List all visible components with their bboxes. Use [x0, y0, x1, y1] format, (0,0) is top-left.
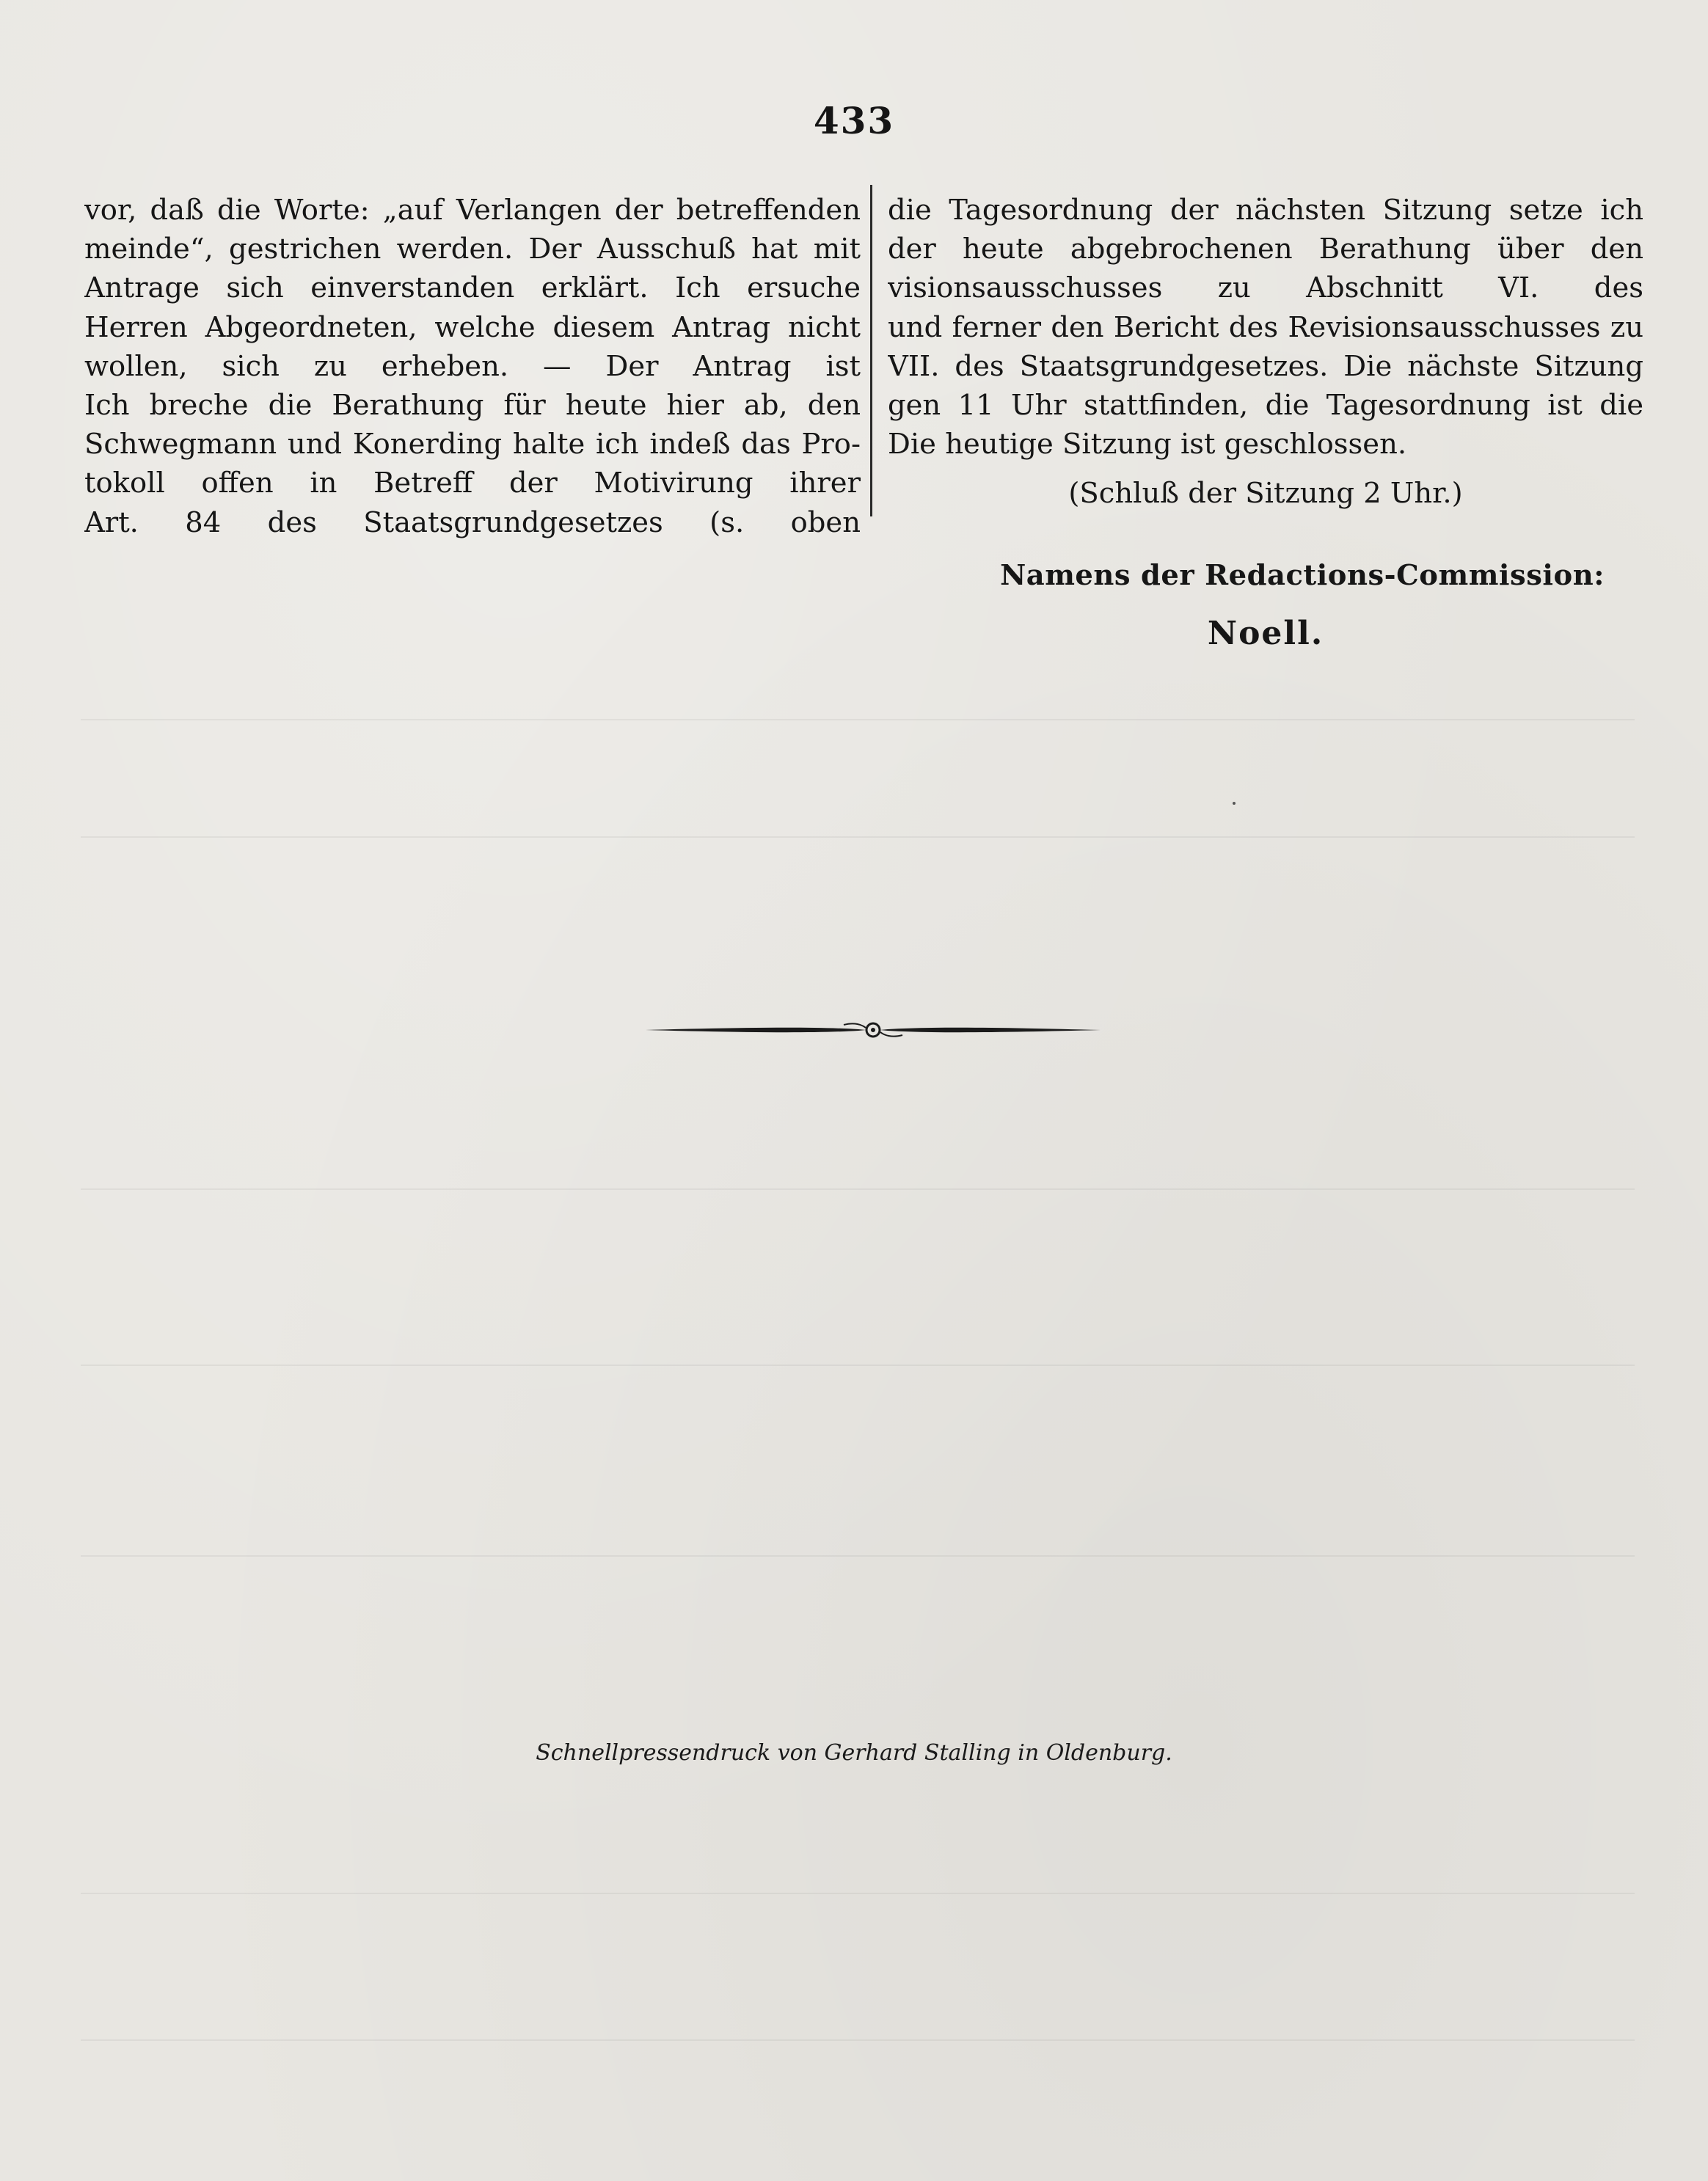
session-close-note: (Schluß der Sitzung 2 Uhr.): [1068, 477, 1463, 510]
text-line: Antrage sich einverstanden erklärt. Ich ersuche: [84, 271, 861, 305]
text-line: visionsausschusses zu Abschnitt VI. des: [888, 271, 1643, 305]
text-line: der heute abgebrochenen Berathung über den: [888, 233, 1643, 266]
bleed-through-texture: [81, 1365, 1635, 1366]
ornamental-divider-icon: [646, 1018, 1101, 1042]
text-line: Art. 84 des Staatsgrundgesetzes (s. oben: [84, 505, 861, 539]
bleed-through-texture: [81, 719, 1635, 720]
column-divider: [870, 185, 872, 516]
print-speck: [1233, 802, 1236, 805]
left-text-column: [84, 191, 861, 542]
text-line: wollen, sich zu erheben. — Der Antrag ist: [84, 349, 861, 383]
text-line: die Tagesordnung der nächsten Sitzung setze ich: [888, 194, 1643, 227]
bleed-through-texture: [81, 2039, 1635, 2041]
text-line: Ich breche die Berathung für heute hier ab, den: [84, 388, 861, 422]
signature: Noell.: [1207, 615, 1324, 652]
right-text-column: [888, 191, 1643, 464]
text-line: tokoll offen in Betreff der Motivirung ihrer: [84, 467, 861, 500]
page-number: 433: [813, 99, 895, 142]
bleed-through-texture: [81, 1893, 1635, 1894]
bleed-through-texture: [81, 836, 1635, 838]
text-line: VII. des Staatsgrundgesetzes. Die nächste Sitzung: [888, 349, 1643, 383]
bleed-through-texture: [81, 1555, 1635, 1557]
bleed-through-texture: [81, 1188, 1635, 1190]
printer-imprint: Schnellpressendruck von Gerhard Stalling in Oldenburg.: [536, 1740, 1172, 1766]
text-line: gen 11 Uhr stattfinden, die Tagesordnung ist die: [888, 388, 1643, 422]
text-line: Herren Abgeordneten, welche diesem Antrag nicht: [84, 310, 861, 344]
text-line: Schwegmann und Konerding halte ich indeß das Pro-: [84, 428, 861, 461]
text-line: Die heutige Sitzung ist geschlossen.: [888, 428, 1407, 461]
text-line: vor, daß die Worte: „auf Verlangen der betreffenden: [84, 194, 861, 227]
text-line: und ferner den Bericht des Revisionsausschusses zu: [888, 310, 1643, 344]
text-line: meinde“, gestrichen werden. Der Ausschuß hat mit: [84, 233, 861, 266]
commission-line: Namens der Redactions-Commission:: [1000, 559, 1605, 592]
